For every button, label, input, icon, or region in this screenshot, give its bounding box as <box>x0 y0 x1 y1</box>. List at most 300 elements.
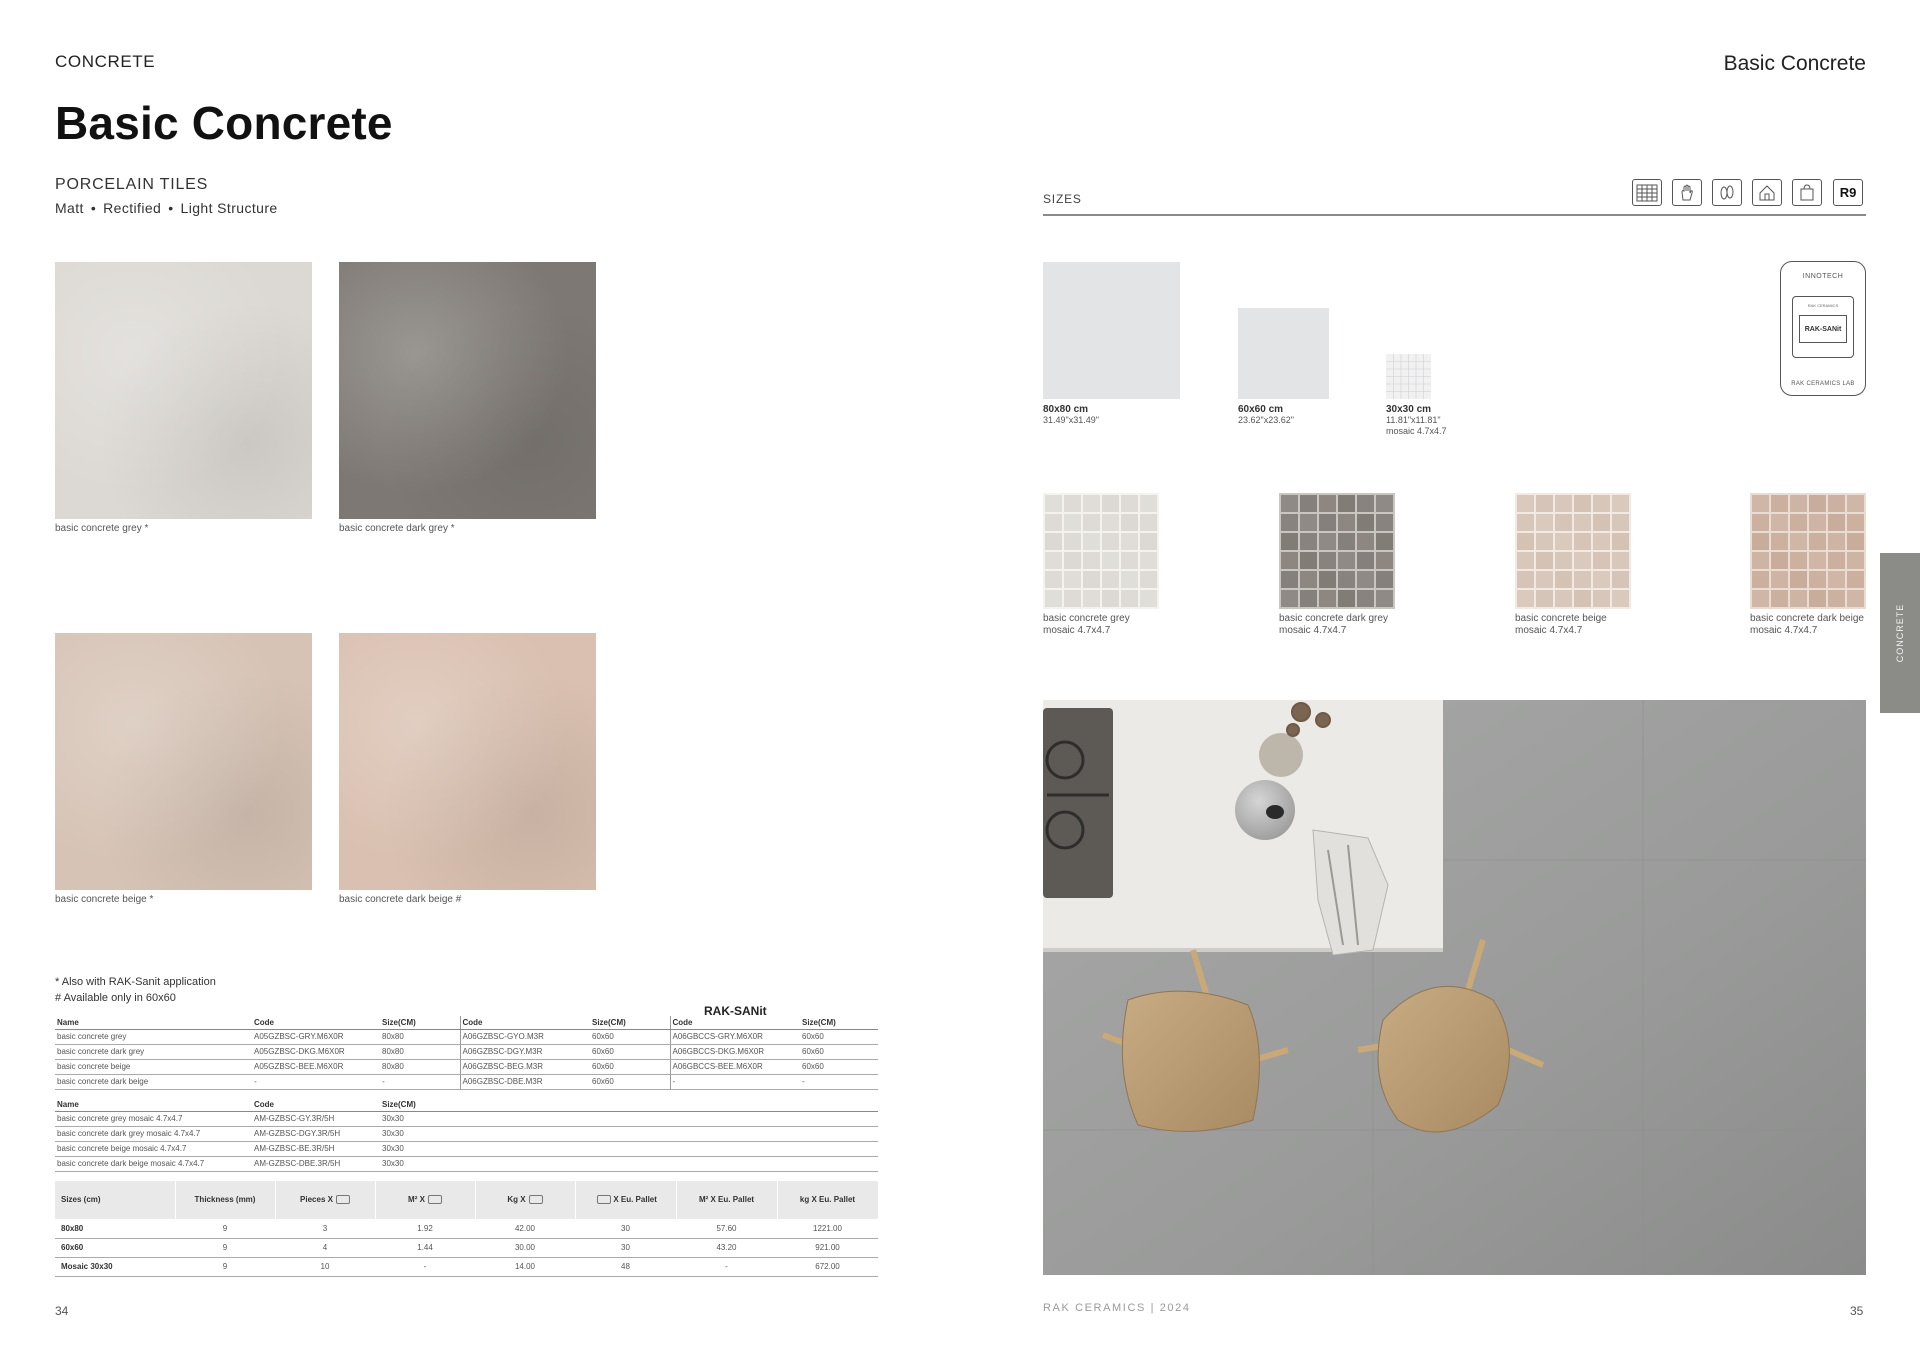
mosaic-code-table <box>55 1098 878 1172</box>
packing-table <box>55 1181 879 1277</box>
mosaic-chip <box>1064 533 1081 550</box>
mosaic-chip <box>1612 571 1629 588</box>
mosaic-chip <box>1828 552 1845 569</box>
mosaic-chip <box>1555 590 1572 607</box>
badge-footer: RAK CERAMICS LAB <box>1791 381 1855 387</box>
mosaic-chip <box>1574 552 1591 569</box>
feature-list: Matt • Rectified • Light Structure <box>55 200 278 216</box>
mosaic-chip <box>1376 571 1393 588</box>
size-metric: 60x60 cm <box>1238 404 1284 415</box>
box-icon <box>597 1195 611 1204</box>
col-header <box>777 1181 878 1219</box>
mosaic-chip <box>1064 514 1081 531</box>
mosaic-chip <box>1140 514 1157 531</box>
mosaic-chip <box>1555 552 1572 569</box>
tile-texture <box>339 262 596 519</box>
mosaic-chip <box>1574 533 1591 550</box>
indoor-icon <box>1752 179 1782 206</box>
table-cell: 60x60 <box>800 1059 878 1074</box>
room-photo <box>1043 700 1866 1275</box>
col-header-text: Pieces X <box>300 1195 333 1204</box>
size-metric: 30x30 cm <box>1386 404 1432 415</box>
mosaic-size: mosaic 4.7x4.7 <box>1043 625 1111 636</box>
mosaic-chip <box>1752 514 1769 531</box>
badge-small-text: RAK CERAMICS <box>1807 303 1839 308</box>
mosaic-chip <box>1121 590 1138 607</box>
mosaic-chip <box>1752 533 1769 550</box>
sizes-divider <box>1043 214 1866 216</box>
mosaic-chip <box>1338 552 1355 569</box>
bag-icon <box>1792 179 1822 206</box>
mosaic-chip <box>1319 571 1336 588</box>
table-cell: 9 <box>175 1238 275 1257</box>
table-cell: basic concrete grey mosaic 4.7x4.7 <box>55 1111 252 1126</box>
table-cell: 9 <box>175 1257 275 1276</box>
table-row <box>55 1219 878 1238</box>
mosaic-chip <box>1790 495 1807 512</box>
table-cell: 43.20 <box>676 1238 777 1257</box>
mosaic-chip <box>1847 533 1864 550</box>
mosaic-chip <box>1281 571 1298 588</box>
rak-sanit-logo: RAK-SANit <box>704 1004 767 1018</box>
mosaic-chip <box>1083 590 1100 607</box>
table-cell: A06GBCCS-BEE.M6X0R <box>670 1059 800 1074</box>
mosaic-chip <box>1045 495 1062 512</box>
table-row <box>55 1111 878 1126</box>
table-cell: - <box>252 1074 380 1089</box>
mosaic-chip <box>1083 533 1100 550</box>
mosaic-chip <box>1064 590 1081 607</box>
mosaic-name: basic concrete dark grey <box>1279 613 1388 624</box>
mosaic-chip <box>1593 590 1610 607</box>
mosaic-size: mosaic 4.7x4.7 <box>1515 625 1583 636</box>
page-number-left: 34 <box>55 1304 69 1318</box>
table-cell: basic concrete beige <box>55 1059 252 1074</box>
mosaic-chip <box>1338 590 1355 607</box>
table-cell: A06GZBSC-GYO.M3R <box>460 1029 590 1044</box>
badge-title: INNOTECH <box>1802 273 1844 280</box>
mosaic-chip <box>1102 514 1119 531</box>
table-row <box>55 1257 878 1276</box>
mosaic-chip <box>1809 533 1826 550</box>
mosaic-swatch-beige <box>1515 493 1631 609</box>
small-vase <box>1259 733 1303 777</box>
tile-swatch-dark-grey <box>339 262 596 519</box>
mosaic-chip <box>1517 552 1534 569</box>
mosaic-chip <box>1300 552 1317 569</box>
mosaic-chip <box>1536 495 1553 512</box>
mosaic-chip <box>1574 590 1591 607</box>
col-header-text: kg X Eu. Pallet <box>799 1195 856 1204</box>
mosaic-chip <box>1281 495 1298 512</box>
table-cell: 42.00 <box>475 1219 575 1238</box>
mosaic-chip <box>1281 590 1298 607</box>
tile-texture <box>55 633 312 890</box>
col-header: Thickness (mm) <box>175 1181 275 1219</box>
table-cell: 1.92 <box>375 1219 475 1238</box>
table-row <box>55 1238 878 1257</box>
mosaic-chip <box>1300 495 1317 512</box>
mosaic-chip <box>1809 495 1826 512</box>
mosaic-chip <box>1102 571 1119 588</box>
mosaic-chip <box>1847 571 1864 588</box>
table-cell: 60x60 <box>800 1044 878 1059</box>
size-swatch-mosaic-30x30 <box>1386 354 1431 399</box>
col-header <box>375 1181 475 1219</box>
table-cell: 1.44 <box>375 1238 475 1257</box>
col-header-text: M² X Eu. Pallet <box>698 1195 755 1204</box>
mosaic-chip <box>1121 495 1138 512</box>
tile-caption: basic concrete grey * <box>55 523 149 534</box>
table-row <box>55 1141 878 1156</box>
mosaic-chip <box>1357 552 1374 569</box>
footnote: # Available only in 60x60 <box>55 992 176 1004</box>
counter-edge <box>1043 948 1443 952</box>
mosaic-chip <box>1319 533 1336 550</box>
mosaic-chip <box>1338 495 1355 512</box>
mosaic-chip <box>1517 590 1534 607</box>
feature-item: Light Structure <box>180 200 278 216</box>
size-label <box>1386 404 1447 437</box>
mosaic-chip <box>1828 514 1845 531</box>
box-icon <box>336 1195 350 1204</box>
footnote: * Also with RAK-Sanit application <box>55 976 216 988</box>
table-cell: 30x30 <box>380 1111 878 1126</box>
mosaic-chip <box>1574 571 1591 588</box>
mosaic-swatch-grey <box>1043 493 1159 609</box>
box-icon <box>428 1195 442 1204</box>
mosaic-chip <box>1121 533 1138 550</box>
table-row <box>55 1059 878 1074</box>
col-header-text: Kg X <box>507 1195 526 1204</box>
grid-icon <box>1632 179 1662 206</box>
col-header: Code <box>670 1016 800 1029</box>
table-cell: A06GZBSC-DBE.M3R <box>460 1074 590 1089</box>
table-cell: 921.00 <box>777 1238 878 1257</box>
mosaic-chip <box>1376 552 1393 569</box>
col-header <box>475 1181 575 1219</box>
mosaic-chip <box>1612 552 1629 569</box>
mosaic-chip <box>1102 590 1119 607</box>
mosaic-chip <box>1102 495 1119 512</box>
mosaic-chip <box>1517 495 1534 512</box>
table-cell: A06GBCCS-GRY.M6X0R <box>670 1029 800 1044</box>
mosaic-chip <box>1847 495 1864 512</box>
mosaic-chip <box>1828 571 1845 588</box>
col-header: Size(CM) <box>800 1016 878 1029</box>
product-code-table <box>55 1016 878 1090</box>
mosaic-chip <box>1790 514 1807 531</box>
mosaic-chip <box>1045 571 1062 588</box>
mosaic-caption <box>1515 613 1607 637</box>
col-header <box>275 1181 375 1219</box>
mosaic-chip <box>1357 495 1374 512</box>
mosaic-chip <box>1517 514 1534 531</box>
table-cell: A06GBCCS-DKG.M6X0R <box>670 1044 800 1059</box>
mosaic-chip <box>1809 590 1826 607</box>
footprint-icon <box>1712 179 1742 206</box>
size-imperial: 31.49"x31.49" <box>1043 415 1099 425</box>
table-cell: A05GZBSC-BEE.M6X0R <box>252 1059 380 1074</box>
mosaic-chip <box>1536 533 1553 550</box>
mosaic-chip <box>1357 571 1374 588</box>
rak-sanit-logo: RAK-SANit <box>1799 315 1847 343</box>
size-swatch-80x80 <box>1043 262 1180 399</box>
room-photo-illustration <box>1043 700 1866 1275</box>
col-header: Size(CM) <box>590 1016 670 1029</box>
mosaic-size: mosaic 4.7x4.7 <box>1279 625 1347 636</box>
mosaic-chip <box>1121 552 1138 569</box>
mosaic-chip <box>1828 590 1845 607</box>
page-title: Basic Concrete <box>55 97 393 149</box>
mosaic-chip <box>1612 533 1629 550</box>
tile-swatch-dark-beige <box>339 633 596 890</box>
table-cell: - <box>676 1257 777 1276</box>
mosaic-chip <box>1555 533 1572 550</box>
mosaic-chip <box>1376 514 1393 531</box>
product-subtitle: PORCELAIN TILES <box>55 176 209 193</box>
mosaic-chip <box>1790 552 1807 569</box>
mosaic-chip <box>1045 514 1062 531</box>
mosaic-chip <box>1771 533 1788 550</box>
mosaic-chip <box>1574 514 1591 531</box>
mosaic-chip <box>1612 590 1629 607</box>
col-header: Name <box>55 1016 252 1029</box>
mosaic-chip <box>1536 571 1553 588</box>
col-header: Code <box>460 1016 590 1029</box>
table-cell: basic concrete beige mosaic 4.7x4.7 <box>55 1141 252 1156</box>
col-header: Sizes (cm) <box>55 1181 175 1219</box>
size-label <box>1043 404 1099 426</box>
mosaic-chip <box>1847 590 1864 607</box>
table-cell: - <box>800 1074 878 1089</box>
mosaic-chip <box>1319 514 1336 531</box>
mosaic-chip <box>1790 571 1807 588</box>
table-cell: 60x60 <box>590 1074 670 1089</box>
size-metric: 80x80 cm <box>1043 404 1089 415</box>
footer-brand: RAK CERAMICS | 2024 <box>1043 1302 1191 1314</box>
mosaic-chip <box>1338 571 1355 588</box>
col-header <box>575 1181 676 1219</box>
table-cell: 48 <box>575 1257 676 1276</box>
mosaic-chip <box>1536 552 1553 569</box>
page-header-right: Basic Concrete <box>1723 52 1866 75</box>
table-cell: 30x30 <box>380 1141 878 1156</box>
mosaic-chip <box>1536 514 1553 531</box>
size-extra: mosaic 4.7x4.7 <box>1386 426 1447 436</box>
vase-opening <box>1266 805 1284 819</box>
table-row <box>55 1156 878 1171</box>
mosaic-chip <box>1771 590 1788 607</box>
table-cell: A05GZBSC-DKG.M6X0R <box>252 1044 380 1059</box>
table-cell: 30 <box>575 1219 676 1238</box>
mosaic-chip <box>1140 495 1157 512</box>
mosaic-chip <box>1612 514 1629 531</box>
mosaic-chip <box>1517 571 1534 588</box>
mosaic-chip <box>1574 495 1591 512</box>
mosaic-chip <box>1593 571 1610 588</box>
mosaic-caption <box>1279 613 1388 637</box>
mosaic-chip <box>1064 571 1081 588</box>
mosaic-chip <box>1319 552 1336 569</box>
mosaic-chip <box>1300 514 1317 531</box>
cooktop <box>1043 708 1113 898</box>
table-row <box>55 1044 878 1059</box>
mosaic-chip <box>1555 571 1572 588</box>
mosaic-chip <box>1281 514 1298 531</box>
table-cell: AM-GZBSC-GY.3R/5H <box>252 1111 380 1126</box>
mosaic-chip <box>1376 533 1393 550</box>
mosaic-chip <box>1357 590 1374 607</box>
mosaic-chip <box>1612 495 1629 512</box>
tile-texture <box>55 262 312 519</box>
mosaic-chip <box>1083 571 1100 588</box>
table-cell: basic concrete dark grey <box>55 1044 252 1059</box>
table-cell: Mosaic 30x30 <box>55 1257 175 1276</box>
table-cell: 3 <box>275 1219 375 1238</box>
table-cell: 80x80 <box>55 1219 175 1238</box>
mosaic-chip <box>1140 571 1157 588</box>
page-number-right: 35 <box>1850 1304 1864 1318</box>
tile-caption: basic concrete dark beige # <box>339 894 462 905</box>
section-side-tab[interactable] <box>1880 553 1920 713</box>
table-cell: - <box>380 1074 460 1089</box>
table-cell: 10 <box>275 1257 375 1276</box>
round-vase <box>1235 780 1295 840</box>
mosaic-chip <box>1809 552 1826 569</box>
table-cell: - <box>670 1074 800 1089</box>
mosaic-chip <box>1357 533 1374 550</box>
section-label: CONCRETE <box>55 52 156 71</box>
mosaic-chip <box>1083 514 1100 531</box>
table-cell: 60x60 <box>55 1238 175 1257</box>
mosaic-chip <box>1064 552 1081 569</box>
table-cell: AM-GZBSC-DBE.3R/5H <box>252 1156 380 1171</box>
mosaic-chip <box>1790 590 1807 607</box>
table-cell: A06GZBSC-BEG.M3R <box>460 1059 590 1074</box>
table-row <box>55 1029 878 1044</box>
table-cell: 60x60 <box>800 1029 878 1044</box>
tile-swatch-beige <box>55 633 312 890</box>
mosaic-chip <box>1102 552 1119 569</box>
hand-icon <box>1672 179 1702 206</box>
mosaic-chip <box>1752 552 1769 569</box>
tile-caption: basic concrete beige * <box>55 894 154 905</box>
mosaic-chip <box>1300 571 1317 588</box>
mosaic-chip <box>1319 590 1336 607</box>
mosaic-chip <box>1809 514 1826 531</box>
mosaic-caption <box>1750 613 1864 637</box>
mosaic-chip <box>1281 552 1298 569</box>
mosaic-swatch-dark-grey <box>1279 493 1395 609</box>
mosaic-chip <box>1828 495 1845 512</box>
table-cell: 60x60 <box>590 1059 670 1074</box>
badge-logo-box <box>1792 296 1854 358</box>
mosaic-chip <box>1140 552 1157 569</box>
mosaic-chip <box>1083 495 1100 512</box>
table-cell: AM-GZBSC-DGY.3R/5H <box>252 1126 380 1141</box>
mosaic-chip <box>1376 495 1393 512</box>
mosaic-chip <box>1045 552 1062 569</box>
mosaic-chip <box>1555 495 1572 512</box>
table-cell: 60x60 <box>590 1044 670 1059</box>
size-swatch-60x60 <box>1238 308 1329 399</box>
mosaic-chip <box>1319 495 1336 512</box>
table-cell: basic concrete grey <box>55 1029 252 1044</box>
table-cell: - <box>375 1257 475 1276</box>
mosaic-chip <box>1140 533 1157 550</box>
mosaic-chip <box>1555 514 1572 531</box>
mosaic-chip <box>1338 514 1355 531</box>
innotech-badge <box>1780 261 1866 396</box>
table-cell: 9 <box>175 1219 275 1238</box>
col-header: Code <box>252 1016 380 1029</box>
tile-texture <box>339 633 596 890</box>
table-cell: basic concrete dark beige <box>55 1074 252 1089</box>
feature-item: Matt <box>55 200 84 216</box>
mosaic-chip <box>1771 552 1788 569</box>
table-cell: 30x30 <box>380 1156 878 1171</box>
tile-swatch-grey <box>55 262 312 519</box>
mosaic-size: mosaic 4.7x4.7 <box>1750 625 1818 636</box>
col-header: Code <box>252 1098 380 1111</box>
mosaic-chip <box>1593 495 1610 512</box>
table-cell: 30 <box>575 1238 676 1257</box>
mosaic-caption <box>1043 613 1130 637</box>
mosaic-chip <box>1338 533 1355 550</box>
mosaic-chip <box>1593 552 1610 569</box>
table-cell: A06GZBSC-DGY.M3R <box>460 1044 590 1059</box>
mosaic-chip <box>1593 533 1610 550</box>
table-cell: 57.60 <box>676 1219 777 1238</box>
mosaic-chip <box>1121 571 1138 588</box>
mosaic-chip <box>1790 533 1807 550</box>
table-row <box>55 1126 878 1141</box>
table-cell: 80x80 <box>380 1044 460 1059</box>
mosaic-chip <box>1771 514 1788 531</box>
mosaic-chip <box>1771 495 1788 512</box>
mosaic-chip <box>1593 514 1610 531</box>
size-imperial: 23.62"x23.62" <box>1238 415 1294 425</box>
table-cell: 30x30 <box>380 1126 878 1141</box>
table-cell: 80x80 <box>380 1029 460 1044</box>
table-cell: 4 <box>275 1238 375 1257</box>
mosaic-chip <box>1752 590 1769 607</box>
mosaic-chip <box>1300 533 1317 550</box>
mosaic-name: basic concrete dark beige <box>1750 613 1864 624</box>
size-label <box>1238 404 1294 426</box>
col-header-text: M² X <box>408 1195 425 1204</box>
box-icon <box>529 1195 543 1204</box>
mosaic-chip <box>1300 590 1317 607</box>
slip-rating-badge: R9 <box>1833 179 1863 206</box>
mosaic-chip <box>1083 552 1100 569</box>
mosaic-chip <box>1281 533 1298 550</box>
col-header <box>676 1181 777 1219</box>
side-tab-label: CONCRETE <box>1895 603 1905 663</box>
mosaic-chip <box>1121 514 1138 531</box>
mosaic-chip <box>1847 514 1864 531</box>
mosaic-chip <box>1357 514 1374 531</box>
table-cell: AM-GZBSC-BE.3R/5H <box>252 1141 380 1156</box>
mosaic-chip <box>1045 590 1062 607</box>
table-cell: 80x80 <box>380 1059 460 1074</box>
mosaic-name: basic concrete beige <box>1515 613 1607 624</box>
tile-caption: basic concrete dark grey * <box>339 523 455 534</box>
feature-item: Rectified <box>103 200 162 216</box>
table-cell: 1221.00 <box>777 1219 878 1238</box>
mosaic-chip <box>1771 571 1788 588</box>
